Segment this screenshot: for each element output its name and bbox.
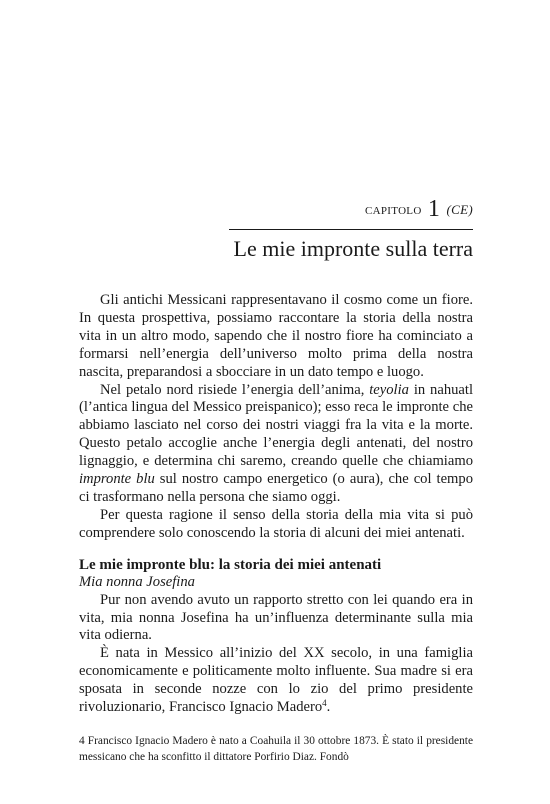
paragraph: Nel petalo nord risiede l’energia dell’anima, teyolia in nahuatl (l’antica lingua del Messico preispanico); esso reca le impronte che abbiamo lasciato nel corso dei nostri viaggi fra la vita e la morte. Questo petalo accoglie anche l’energia degli antenati, del nostro lignaggio, e determina chi saremo, creando quelle che chiamiamo impronte blu sul nostro campo energetico (o aura), che col tempo ci trasformano nella persona che siamo oggi.	[79, 381, 473, 505]
chapter-tag: (CE)	[446, 202, 473, 217]
chapter-number: 1	[427, 196, 441, 222]
chapter-rule	[229, 229, 473, 230]
italic-term: impronte blu	[79, 471, 155, 488]
section-heading: Le mie impronte blu: la storia dei miei antenati	[79, 556, 382, 573]
italic-term: teyolia	[369, 381, 409, 398]
chapter-word: CAPITOLO	[364, 205, 422, 217]
chapter-body	[79, 292, 473, 717]
paragraph: Gli antichi Messicani rappresentavano il cosmo come un fiore. In questa prospettiva, possiamo raccontare la storia della nostra vita in un altro modo, sapendo che il nostro fiore ha cominciato a formarsi nell’energia dell’universo molto prima della nostra nascita, preparandosi a sbocciare in un dato tempo e luogo.	[79, 292, 473, 380]
chapter-label	[365, 196, 473, 223]
paragraph: È nata in Messico all’inizio del XX secolo, in una famiglia economicamente e politicamente molto influente. Sua madre si era sposata in seconde nozze con lo zio del primo presidente rivoluzionario, Francisco Ignacio Madero$^4$.	[79, 645, 473, 716]
subsection-heading: Mia nonna Josefina	[79, 573, 195, 590]
paragraph: Per questa ragione il senso della storia della mia vita si può comprendere solo conoscendo la storia di alcuni dei miei antenati.	[79, 506, 473, 541]
chapter-title: Le mie impronte sulla terra	[233, 236, 473, 261]
footnote: 4 Francisco Ignacio Madero è nato a Coahuila il 30 ottobre 1873. È stato il presidente messicano che ha sconfitto il dittatore Porfirio Diaz. Fondò	[79, 735, 473, 763]
footnote-reference[interactable]: 4	[322, 698, 327, 709]
footnote-area	[79, 734, 473, 765]
paragraph: Pur non avendo avuto un rapporto stretto con lei quando era in vita, mia nonna Josefina ha un’influenza determinante sulla mia vita odierna.	[79, 591, 473, 644]
